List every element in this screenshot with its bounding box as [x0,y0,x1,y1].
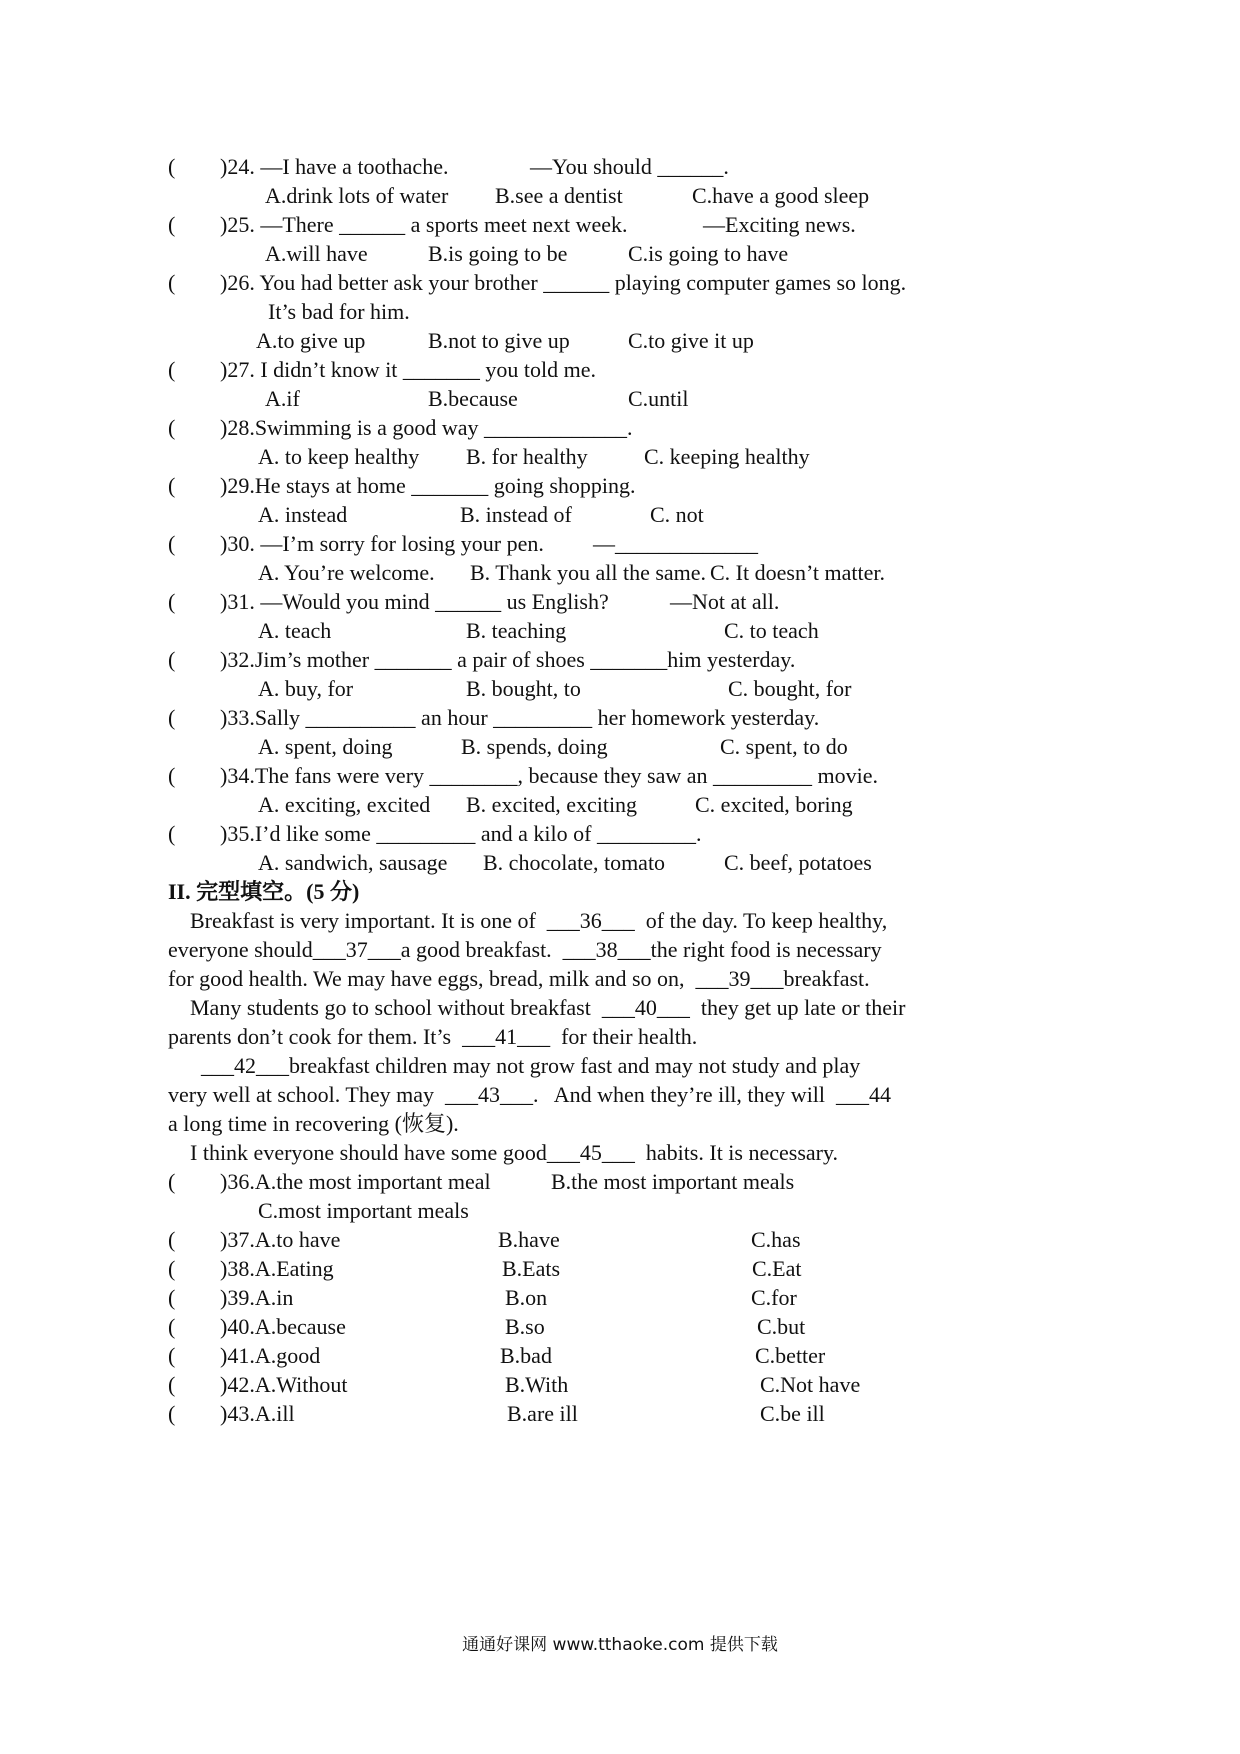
option-a: A.if [265,386,300,411]
question-stem: )24. —I have a toothache. [220,154,449,179]
option-b: B.not to give up [428,328,570,353]
question-stem: )25. —There ______ a sports meet next week. [220,212,628,237]
choice-stem: )41.A.good [220,1343,321,1368]
question-stem: )31. —Would you mind ______ us English? [220,589,609,614]
option-b: B.so [505,1314,545,1339]
option-b: B. Thank you all the same. [470,560,707,585]
option-c: C. keeping healthy [644,444,810,469]
question-stem: )34.The fans were very ________, because they saw an _________ movie. [220,763,878,788]
option-a: A. buy, for [258,676,354,701]
option-b: B. for healthy [466,444,588,469]
answer-paren: ( [168,705,176,730]
question-reply: —You should ______. [530,154,729,179]
choice-stem: )39.A.in [220,1285,294,1310]
option-a: A. spent, doing [258,734,393,759]
question-reply: —Not at all. [670,589,780,614]
answer-paren: ( [168,647,176,672]
option-a: A. exciting, excited [258,792,431,817]
option-c: C.be ill [760,1401,825,1426]
question-stem: )30. —I’m sorry for losing your pen. [220,531,544,556]
option-b: B.have [498,1227,560,1252]
answer-paren: ( [168,1372,176,1397]
option-a: A.to give up [256,328,366,353]
question-reply: —Exciting news. [703,212,856,237]
option-b: B. instead of [460,502,572,527]
answer-paren: ( [168,1169,176,1194]
choice-stem: )38.A.Eating [220,1256,334,1281]
option-a: A.drink lots of water [265,183,449,208]
passage-text: a long time in recovering (恢复). [168,1111,459,1136]
option-b: B.is going to be [428,241,568,266]
option-c: C.until [628,386,689,411]
answer-paren: ( [168,473,176,498]
option-a: A. sandwich, sausage [258,850,448,875]
answer-paren: ( [168,415,176,440]
question-stem: )29.He stays at home _______ going shopping. [220,473,636,498]
choice-stem: )42.A.Without [220,1372,348,1397]
choice-43 [0,1397,825,1431]
option-c: C.for [751,1285,797,1310]
passage-text: for good health. We may have eggs, bread, milk and so on, ___39___breakfast. [168,966,870,991]
option-c: C. excited, boring [695,792,853,817]
answer-paren: ( [168,212,176,237]
question-stem: )35.I’d like some _________ and a kilo of _________. [220,821,702,846]
option-a: A. teach [258,618,332,643]
passage-text: everyone should___37___a good breakfast. ___38___the right food is necessary [168,937,882,962]
option-b: B.the most important meals [551,1169,795,1194]
section-title: II. 完型填空。(5 分) [168,879,360,904]
option-b: B. spends, doing [461,734,608,759]
choice-stem: )43.A.ill [220,1401,295,1426]
choice-stem: )40.A.because [220,1314,346,1339]
answer-paren: ( [168,154,176,179]
option-b: B.because [428,386,518,411]
passage-text: ___42___breakfast children may not grow fast and may not study and play [168,1053,861,1078]
passage-text: very well at school. They may ___43___. And when they’re ill, they will ___44 [168,1082,892,1107]
option-c: C.to give it up [628,328,754,353]
passage-text: Many students go to school without breakfast ___40___ they get up late or their [168,995,906,1020]
answer-paren: ( [168,1401,176,1426]
option-c: C. bought, for [728,676,852,701]
answer-paren: ( [168,589,176,614]
passage-text: I think everyone should have some good___45___ habits. It is necessary. [168,1140,839,1165]
option-c: C.is going to have [628,241,789,266]
option-b: B.see a dentist [495,183,623,208]
answer-paren: ( [168,531,176,556]
option-b: B. excited, exciting [466,792,638,817]
passage-text: Breakfast is very important. It is one of ___36___ of the day. To keep healthy, [168,908,888,933]
question-stem: )27. I didn’t know it _______ you told me. [220,357,597,382]
answer-paren: ( [168,821,176,846]
option-c: C.but [757,1314,806,1339]
question-stem: )32.Jim’s mother _______ a pair of shoes _______him yesterday. [220,647,796,672]
option-c: C.most important meals [258,1198,469,1223]
option-c: C.have a good sleep [692,183,870,208]
option-a: A. You’re welcome. [258,560,435,585]
option-c: C. spent, to do [720,734,848,759]
option-b: B. teaching [466,618,567,643]
choice-stem: )36.A.the most important meal [220,1169,491,1194]
option-b: B.bad [500,1343,552,1368]
answer-paren: ( [168,270,176,295]
answer-paren: ( [168,763,176,788]
answer-paren: ( [168,1314,176,1339]
question-reply: —_____________ [593,531,758,556]
option-b: B. chocolate, tomato [483,850,666,875]
option-b: B.are ill [507,1401,578,1426]
option-b: B.Eats [502,1256,561,1281]
answer-paren: ( [168,1343,176,1368]
option-c: C. It doesn’t matter. [710,560,885,585]
passage-text: parents don’t cook for them. It’s ___41___ for their health. [168,1024,698,1049]
option-c: C.Not have [760,1372,861,1397]
answer-paren: ( [168,1285,176,1310]
option-b: B.With [505,1372,569,1397]
option-c: C.Eat [752,1256,802,1281]
question-stem-continued: It’s bad for him. [268,299,410,324]
option-b: B. bought, to [466,676,581,701]
page-footer: 通通好课网 www.tthaoke.com 提供下载 [462,1635,778,1655]
answer-paren: ( [168,1227,176,1252]
option-c: C. beef, potatoes [724,850,872,875]
question-stem: )28.Swimming is a good way _____________. [220,415,633,440]
option-c: C. to teach [724,618,819,643]
question-stem: )33.Sally __________ an hour _________ her homework yesterday. [220,705,820,730]
option-c: C.better [755,1343,826,1368]
option-c: C.has [751,1227,801,1252]
option-c: C. not [650,502,704,527]
question-stem: )26. You had better ask your brother ______ playing computer games so long. [220,270,907,295]
option-a: A.will have [265,241,368,266]
answer-paren: ( [168,357,176,382]
option-b: B.on [505,1285,548,1310]
answer-paren: ( [168,1256,176,1281]
option-a: A. instead [258,502,348,527]
option-a: A. to keep healthy [258,444,420,469]
choice-stem: )37.A.to have [220,1227,341,1252]
